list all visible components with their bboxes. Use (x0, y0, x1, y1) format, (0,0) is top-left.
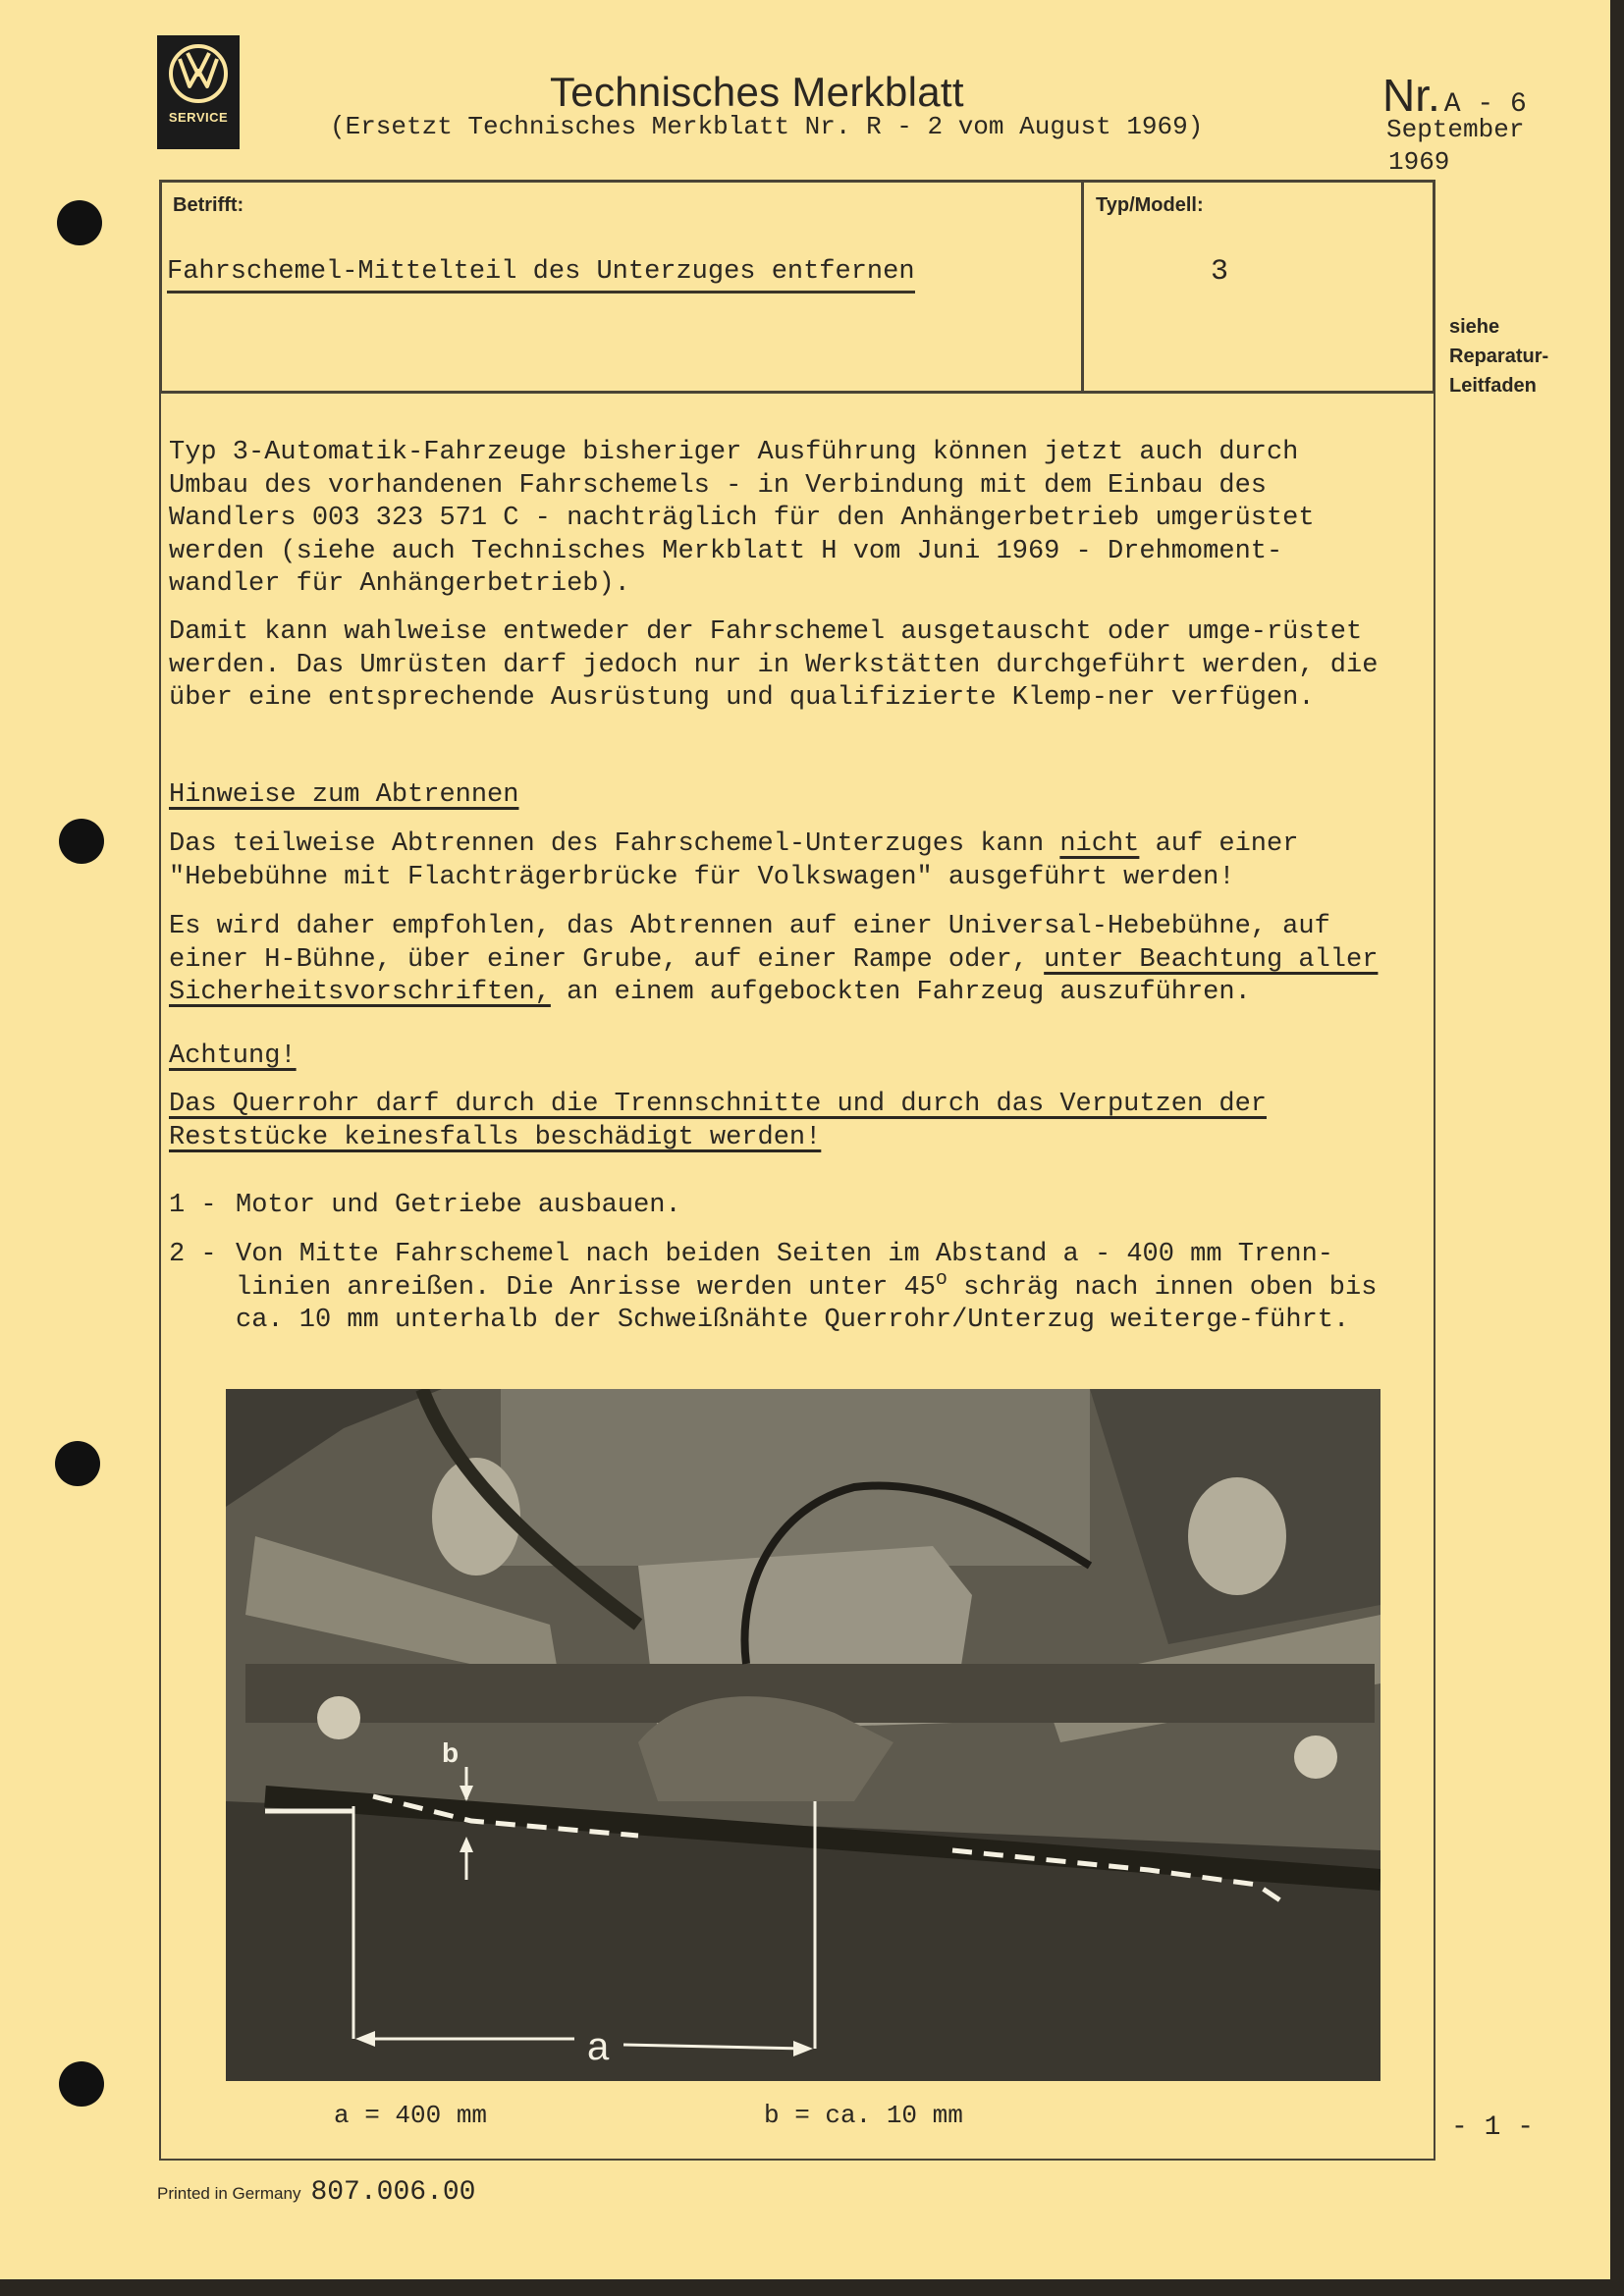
subject-label: Betrifft: (173, 194, 244, 216)
degree-sign: o (935, 1267, 947, 1291)
side-note-line: siehe (1449, 316, 1500, 338)
binder-hole (59, 2061, 104, 2107)
caption-a: a = 400 mm (334, 2101, 488, 2130)
paragraph-options: Damit kann wahlweise entweder der Fahrschemel ausgetauscht oder umge-rüstet werden. Das Umrüsten darf jedoch nur in Werkstätten durchgeführt werden, die über eine entsprechende Ausrüstung und qualifizierte Klemp-ner verfügen. (169, 617, 1379, 713)
page-number: - 1 - (1451, 2112, 1535, 2143)
side-note-line: Leitfaden (1449, 375, 1537, 397)
doc-date (1386, 114, 1553, 179)
heading-hinweise-text: Hinweise zum Abtrennen (169, 780, 519, 810)
p4-emphasis: unter Beachtung aller Sicherheitsvorschriften, (169, 944, 1379, 1007)
footer-code: 807.006.00 (310, 2177, 476, 2208)
p4-part: Es wird daher empfohlen, das Abtrennen auf einer Universal-Hebebühne, auf einer H-Bühne, über einer Grube, auf einer Rampe oder, (169, 912, 1330, 975)
footer (157, 2177, 475, 2208)
step-text-part: Von Mitte Fahrschemel nach beiden Seiten im Abstand a - 400 mm Trenn-linien anreißen. Die Anrisse werden unter 45 (236, 1240, 1333, 1303)
p3-part: Das teilweise Abtrennen des Fahrschemel-Unterzuges kann (169, 829, 1060, 859)
step-number: 1 - (169, 1191, 217, 1220)
paragraph-intro: Typ 3-Automatik-Fahrzeuge bisheriger Ausführung können jetzt auch durch Umbau des vorhandenen Fahrschemels - in Verbindung mit dem Einbau des Wandlers 003 323 571 C - nachträglich für den Anhängerbetrieb umgerüstet werden (siehe auch Technisches Merkblatt H vom Juni 1969 - Drehmoment-wandler für Anhängerbetrieb). (169, 438, 1315, 599)
heading-achtung-text: Achtung! (169, 1041, 297, 1071)
model-label: Typ/Modell: (1096, 194, 1204, 216)
caption-b: b = ca. 10 mm (764, 2101, 963, 2130)
info-box-divider (1081, 180, 1084, 394)
binder-hole (55, 1441, 100, 1486)
paragraph-lift-warning (169, 828, 1386, 894)
warning-text (169, 1089, 1386, 1154)
doc-title: Technisches Merkblatt (550, 69, 964, 115)
doc-subtitle: (Ersetzt Technisches Merkblatt Nr. R - 2 vom August 1969) (330, 112, 1204, 141)
side-note (1449, 312, 1548, 400)
p3-emphasis: nicht (1059, 829, 1140, 859)
warning-underlined: Das Querrohr darf durch die Trennschnitte und durch das Verputzen der Reststücke keinesfalls beschädigt werden! (169, 1090, 1267, 1152)
footer-printed: Printed in Germany (157, 2184, 301, 2203)
photo-label-a: a (587, 2025, 610, 2068)
model-value: 3 (1210, 255, 1228, 289)
photo-illustration (226, 1389, 1380, 2081)
date-year: 1969 (1388, 147, 1450, 177)
nr-code: A - 6 (1443, 89, 1527, 120)
vw-service-logo (157, 35, 240, 149)
nr-label: Nr. (1382, 70, 1440, 121)
photo-label-b: b (442, 1737, 460, 1768)
subject-text: Fahrschemel-Mittelteil des Unterzuges entfernen (167, 257, 915, 294)
step-1 (169, 1190, 1386, 1223)
heading-hinweise (169, 779, 1386, 813)
undercarriage-photo (226, 1389, 1380, 2081)
p3-part: auf einer "Hebebühne mit Flachträgerbrücke für Volkswagen" ausgeführt werden! (169, 829, 1299, 892)
step-text: Motor und Getriebe ausbauen. (236, 1191, 681, 1220)
step-text-part: schräg nach innen oben bis ca. 10 mm unterhalb der Schweißnähte Querrohr/Unterzug weiterge-führt. (236, 1272, 1378, 1335)
date-month: September (1386, 115, 1525, 144)
step-text (236, 1239, 1386, 1338)
step-2 (169, 1239, 1386, 1338)
step-number: 2 - (169, 1240, 217, 1269)
heading-achtung (169, 1041, 1386, 1074)
p4-part: an einem aufgebockten Fahrzeug auszuführen. (550, 978, 1251, 1007)
binder-hole (59, 819, 104, 864)
vw-logo-icon (168, 43, 229, 104)
paragraph-recommendation (169, 911, 1386, 1010)
side-note-line: Reparatur- (1449, 346, 1549, 367)
binder-hole (57, 200, 102, 245)
logo-service-label: SERVICE (168, 110, 229, 125)
